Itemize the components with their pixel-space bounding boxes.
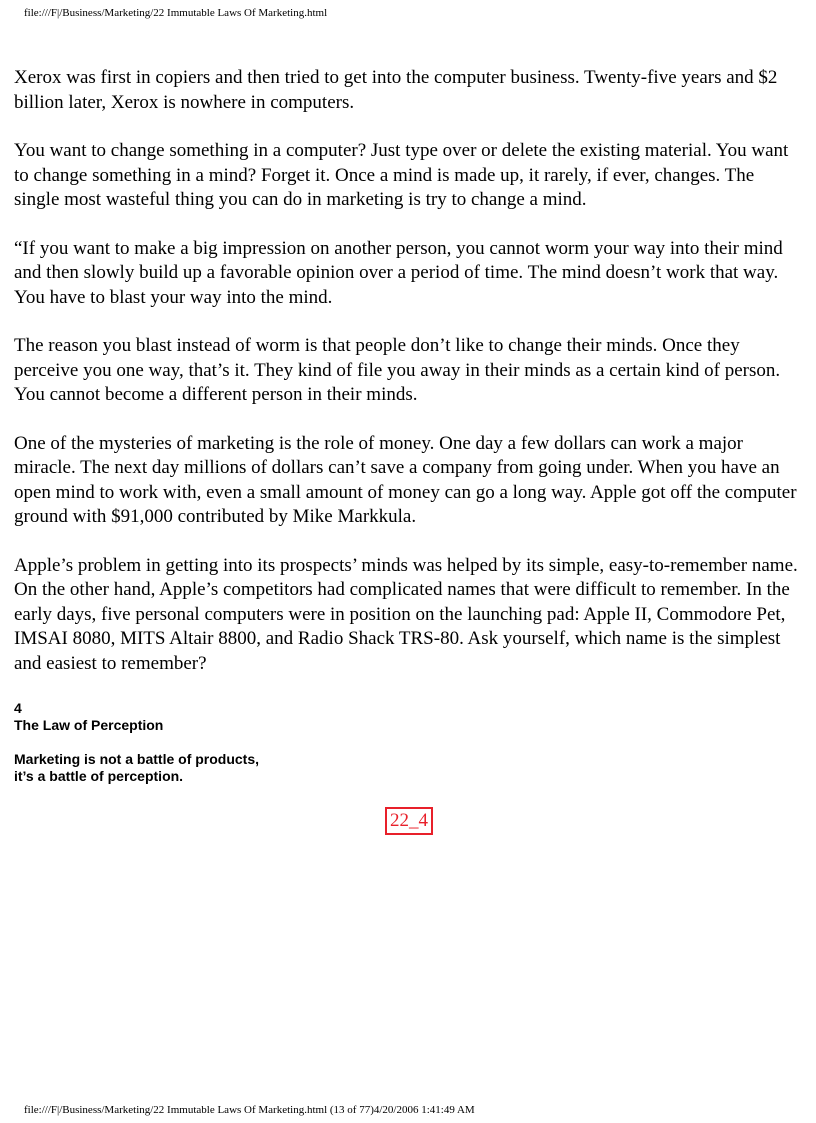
chapter-title: The Law of Perception	[14, 717, 164, 733]
paragraph-change-mind: You want to change something in a computer? Just type over or delete the existing material. You want to change something in a mind? Forget it. Once a mind is made up, it rarely, if ever, changes. The single most wasteful thing you can do in marketing is try to change a mind.	[14, 140, 789, 210]
paragraph-money-mystery: One of the mysteries of marketing is the role of money. One day a few dollars can work a major miracle. The next day millions of dollars can’t save a company from going under. When you have an open mind to work with, even a small amount of money can go a long way. Apple got off the computer ground with $91,000 contributed by Mike Markkula.	[14, 432, 797, 527]
paragraph-xerox: Xerox was first in copiers and then tried to get into the computer business. Twenty-five years and $2 billion later, Xerox is nowhere in computers.	[14, 67, 778, 113]
footer-file-path: file:///F|/Business/Marketing/22 Immutable Laws Of Marketing.html (13 of 77)4/20/2006 1:41:49 AM	[24, 1104, 475, 1116]
paragraph-blast-quote: “If you want to make a big impression on another person, you cannot worm your way into their mind and then slowly build up a favorable opinion over a period of time. The mind doesn’t work that way. You have to blast your way into the mind.	[14, 237, 783, 308]
paragraph-apple-name: Apple’s problem in getting into its prospects’ minds was helped by its simple, easy-to-remember name. On the other hand, Apple’s competitors had complicated names that were difficult to remember. In the early days, five personal computers were in position on the launching pad: Apple II, Commodore Pet, IMSAI 8080, MITS Altair 8800, and Radio Shack TRS-80. Ask yourself, which name is the simplest and easiest to remember?	[14, 554, 798, 674]
page-ref-link[interactable]: 22_4	[385, 807, 433, 835]
tagline-line-1: Marketing is not a battle of products,	[14, 751, 260, 767]
document-body	[14, 66, 804, 835]
chapter-number: 4	[14, 700, 22, 716]
tagline-line-2: it’s a battle of perception.	[14, 768, 184, 784]
chapter-tagline	[14, 751, 804, 785]
page-ref-container	[14, 807, 804, 835]
paragraph-blast-reason: The reason you blast instead of worm is that people don’t like to change their minds. Once they perceive you one way, that’s it. They kind of file you away in their minds as a certain kind of person. You cannot become a different person in their minds.	[14, 335, 781, 405]
header-file-path: file:///F|/Business/Marketing/22 Immutable Laws Of Marketing.html	[24, 7, 328, 19]
